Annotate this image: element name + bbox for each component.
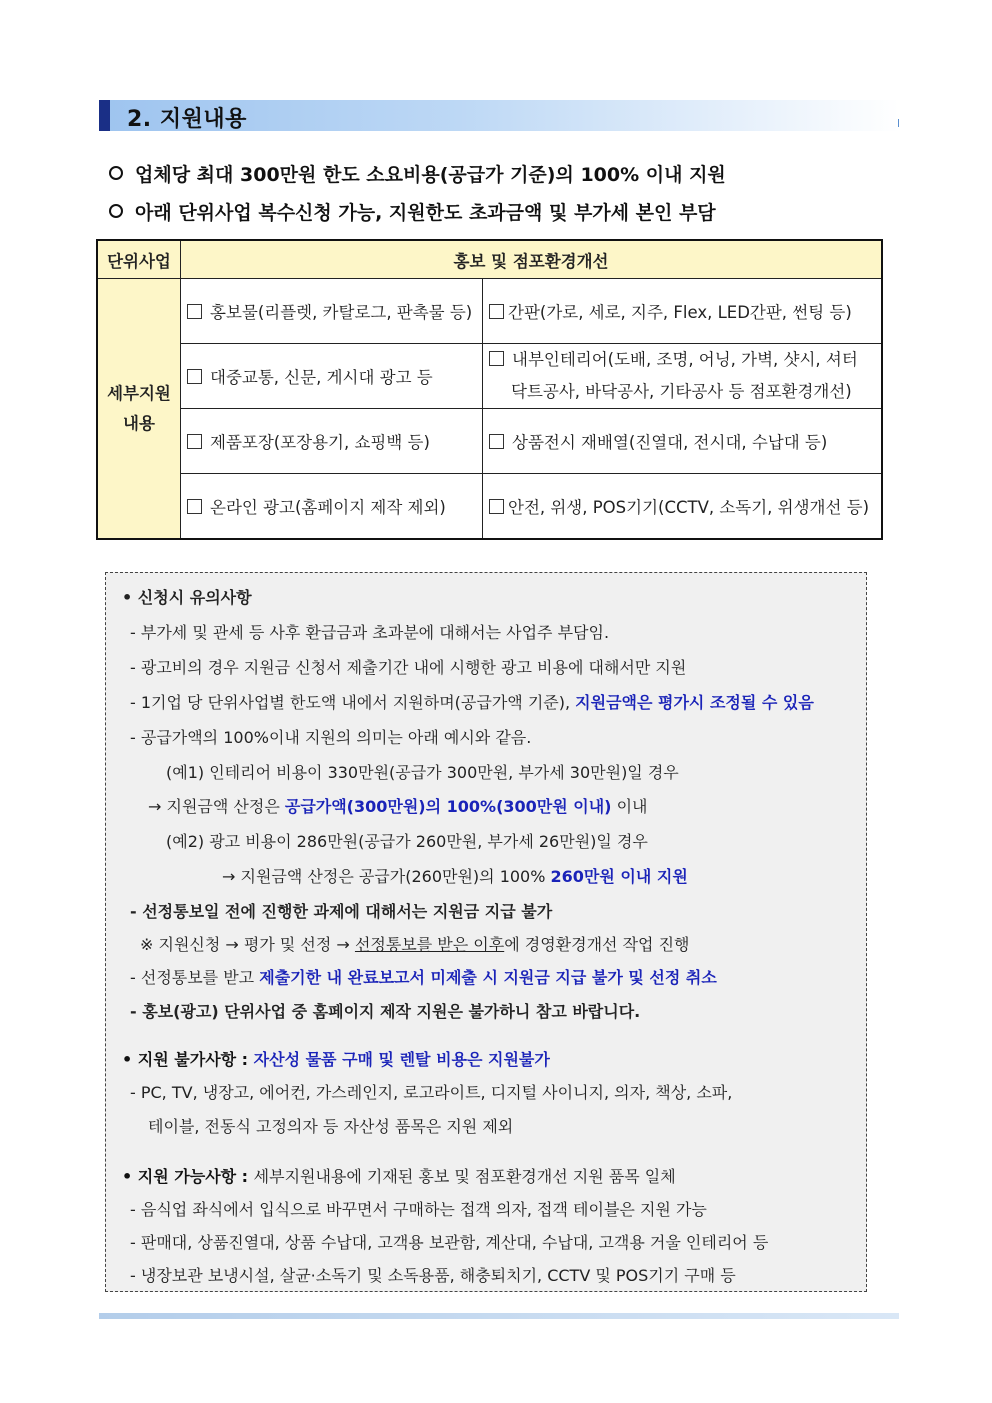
checkbox-icon [489, 351, 504, 366]
notice-text: - 선정통보를 받고 [130, 968, 260, 987]
checkbox-icon [187, 369, 202, 384]
cell-text: 간판(가로, 세로, 지주, Flex, LED간판, 썬팅 등) [508, 303, 852, 322]
notice-line: - 부가세 및 관세 등 사후 환급금과 초과분에 대해서는 사업주 부담임. [130, 623, 610, 642]
cell-text: 온라인 광고(홈페이지 제작 제외) [210, 498, 446, 517]
notice-line [140, 932, 690, 955]
cell-text: 닥트공사, 바닥공사, 기타공사 등 점포환경개선) [511, 382, 852, 401]
notice-line [222, 864, 688, 887]
checkbox-icon [489, 304, 504, 319]
notice-line [130, 690, 814, 713]
point-1 [109, 160, 726, 187]
circle-bullet-icon [109, 166, 123, 180]
side-label [97, 279, 181, 540]
notice-text: - 1기업 당 단위사업별 한도액 내에서 지원하며(공급가액 기준), [130, 693, 576, 712]
table-header-row [97, 240, 882, 279]
table-cell [483, 279, 883, 344]
checkbox-icon [489, 434, 504, 449]
side-label-line2: 내용 [123, 413, 155, 433]
notice-box [105, 572, 867, 1292]
table-row [97, 474, 882, 540]
notice-text: ※ 지원신청 → 평가 및 선정 → [140, 935, 355, 954]
checkbox-icon [187, 499, 202, 514]
notice-line: - 선정통보일 전에 진행한 과제에 대해서는 지원금 지급 불가 [130, 902, 553, 921]
notice-emphasis: 지원금액은 평가시 조정될 수 있음 [575, 693, 814, 712]
notice-section-title [122, 1047, 550, 1070]
cell-text: 대중교통, 신문, 게시대 광고 등 [210, 368, 433, 387]
section-header [99, 100, 899, 131]
notice-line: - 광고비의 경우 지원금 신청서 제출기간 내에 시행한 광고 비용에 대해서만 지원 [130, 658, 687, 677]
notice-text: 이내 [611, 797, 648, 816]
notice-text: → 지원금액 산정은 [148, 797, 285, 816]
notice-text: 세부지원내용에 기재된 홍보 및 점포환경개선 지원 품목 일체 [253, 1167, 676, 1186]
notice-text: 에 경영환경개선 작업 진행 [504, 935, 690, 954]
cell-text: 제품포장(포장용기, 쇼핑백 등) [210, 433, 430, 452]
notice-line [148, 794, 648, 817]
notice-emphasis: 260만원 이내 지원 [550, 867, 688, 886]
cell-text: 홍보물(리플렛, 카탈로그, 판촉물 등) [210, 303, 473, 322]
header-unit: 단위사업 [97, 240, 181, 279]
notice-title: • 신청시 유의사항 [122, 588, 252, 607]
table-cell [483, 474, 883, 540]
table-cell [483, 409, 883, 474]
notice-section-title [122, 1164, 676, 1187]
notice-text: • 지원 불가사항 : [122, 1050, 254, 1069]
section-header-tick [898, 119, 899, 127]
notice-line: - 공급가액의 100%이내 지원의 의미는 아래 예시와 같음. [130, 728, 532, 747]
checkbox-icon [489, 499, 504, 514]
notice-line: - 판매대, 상품진열대, 상품 수납대, 고객용 보관함, 계산대, 수납대, 고객용 거울 인테리어 등 [130, 1233, 769, 1252]
table-cell [181, 279, 483, 344]
notice-line: - PC, TV, 냉장고, 에어컨, 가스레인지, 로고라이트, 디지털 사이니지, 의자, 책상, 소파, [130, 1083, 733, 1102]
notice-text: → 지원금액 산정은 공급가(260만원)의 100% [222, 867, 551, 886]
circle-bullet-icon [109, 204, 123, 218]
side-label-line1: 세부지원 [107, 383, 171, 403]
notice-emphasis: 제출기한 내 완료보고서 미제출 시 지원금 지급 불가 및 선정 취소 [259, 968, 717, 987]
cell-text: 안전, 위생, POS기기(CCTV, 소독기, 위생개선 등) [508, 498, 870, 517]
section-title: 2. 지원내용 [127, 107, 247, 132]
cell-text: 내부인테리어(도배, 조명, 어닝, 가벽, 샷시, 셔터 [512, 350, 858, 369]
header-category: 홍보 및 점포환경개선 [181, 240, 883, 279]
notice-emphasis: 공급가액(300만원)의 100%(300만원 이내) [284, 797, 612, 816]
notice-line [130, 965, 717, 988]
notice-line: - 냉장보관 보냉시설, 살균·소독기 및 소독용품, 해충퇴치기, CCTV 및 POS기기 구매 등 [130, 1266, 736, 1285]
notice-line: (예2) 광고 비용이 286만원(공급가 260만원, 부가세 26만원)일 경우 [166, 832, 648, 851]
table-cell [181, 474, 483, 540]
table-cell [483, 344, 883, 409]
table-row [97, 344, 882, 409]
notice-line: (예1) 인테리어 비용이 330만원(공급가 300만원, 부가세 30만원)일 경우 [166, 763, 679, 782]
checkbox-icon [187, 434, 202, 449]
point-1-text: 업체당 최대 300만원 한도 소요비용(공급가 기준)의 100% 이내 지원 [135, 164, 726, 186]
cell-text: 상품전시 재배열(진열대, 전시대, 수납대 등) [512, 433, 828, 452]
table-row [97, 279, 882, 344]
checkbox-icon [187, 304, 202, 319]
bottom-divider [99, 1313, 899, 1319]
notice-underline: 선정통보를 받은 이후 [354, 935, 505, 954]
point-2 [109, 198, 716, 225]
point-2-text: 아래 단위사업 복수신청 가능, 지원한도 초과금액 및 부가세 본인 부담 [135, 202, 716, 224]
support-table [96, 239, 883, 540]
table-cell [181, 409, 483, 474]
notice-line: - 음식업 좌식에서 입식으로 바꾸면서 구매하는 접객 의자, 접객 테이블은 지원 가능 [130, 1200, 707, 1219]
table-row [97, 409, 882, 474]
notice-text: • 지원 가능사항 : [122, 1167, 254, 1186]
notice-emphasis: 자산성 물품 구매 및 렌탈 비용은 지원불가 [253, 1050, 550, 1069]
notice-line: 테이블, 전동식 고정의자 등 자산성 품목은 지원 제외 [148, 1117, 514, 1136]
notice-line: - 홍보(광고) 단위사업 중 홈페이지 제작 지원은 불가하니 참고 바랍니다. [130, 1002, 641, 1021]
table-cell [181, 344, 483, 409]
section-header-bar [99, 100, 110, 131]
